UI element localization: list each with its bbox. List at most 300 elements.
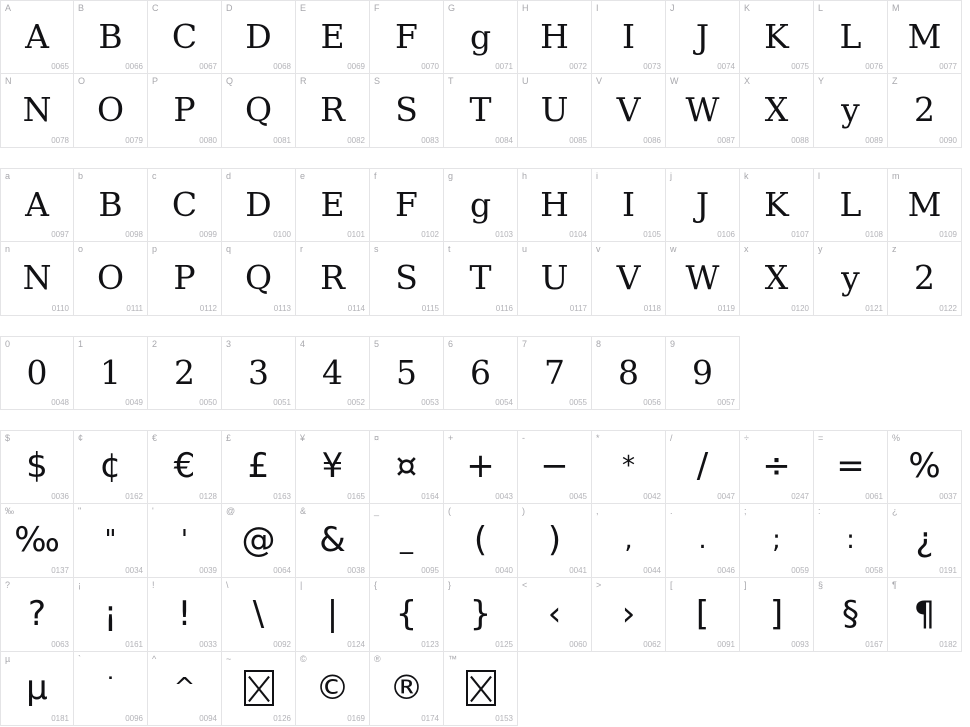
glyph-char-label: 4 <box>300 339 306 349</box>
glyph-code-label: 0066 <box>125 62 143 71</box>
glyph-cell[interactable] <box>296 242 370 316</box>
glyph-cell[interactable] <box>148 504 222 578</box>
notdef-box-icon <box>466 670 496 706</box>
glyph-image: g <box>469 184 492 224</box>
glyph-code-label: 0034 <box>125 566 143 575</box>
glyph-cell[interactable] <box>148 336 222 410</box>
glyph-image: U <box>540 258 569 297</box>
glyph-char-label: " <box>78 506 82 516</box>
glyph-cell[interactable] <box>444 168 518 242</box>
glyph-image: N <box>22 90 52 129</box>
glyph-code-label: 0107 <box>791 230 809 239</box>
glyph-char-label: ~ <box>226 654 232 664</box>
glyph-code-label: 0115 <box>421 304 439 313</box>
glyph-cell[interactable] <box>0 430 74 504</box>
glyph-cell[interactable] <box>518 242 592 316</box>
glyph-cell[interactable] <box>666 168 740 242</box>
glyph-row <box>0 74 970 148</box>
glyph-code-label: 0191 <box>939 566 957 575</box>
glyph-char-label: ! <box>152 580 155 590</box>
glyph-cell[interactable] <box>296 430 370 504</box>
glyph-cell[interactable] <box>148 0 222 74</box>
glyph-cell[interactable] <box>370 336 444 410</box>
glyph-cell[interactable] <box>518 168 592 242</box>
glyph-char-label: : <box>818 506 821 516</box>
glyph-cell[interactable] <box>370 0 444 74</box>
glyph-code-label: 0098 <box>125 230 143 239</box>
glyph-cell[interactable] <box>666 578 740 652</box>
glyph-char-label: ™ <box>448 654 457 664</box>
glyph-cell[interactable] <box>74 652 148 726</box>
glyph-cell[interactable] <box>222 652 296 726</box>
glyph-code-label: 0113 <box>273 304 291 313</box>
glyph-char-label: € <box>152 433 158 443</box>
glyph-char-label: % <box>892 433 901 443</box>
glyph-cell[interactable] <box>814 168 888 242</box>
glyph-cell[interactable] <box>740 168 814 242</box>
glyph-cell[interactable] <box>444 652 518 726</box>
glyph-cell[interactable] <box>222 336 296 410</box>
glyph-image: 5 <box>396 352 417 392</box>
glyph-char-label: u <box>522 244 528 254</box>
glyph-cell[interactable] <box>740 430 814 504</box>
glyph-cell[interactable] <box>740 74 814 148</box>
glyph-code-label: 0169 <box>347 714 365 723</box>
glyph-code-label: 0095 <box>421 566 439 575</box>
glyph-image: K <box>764 184 789 224</box>
glyph-code-label: 0182 <box>939 640 957 649</box>
glyph-cell[interactable] <box>518 504 592 578</box>
glyph-char-label: \ <box>226 580 229 590</box>
glyph-cell[interactable] <box>370 430 444 504</box>
glyph-char-label: F <box>374 3 380 13</box>
glyph-code-label: 0033 <box>199 640 217 649</box>
glyph-code-label: 0045 <box>569 492 587 501</box>
glyph-cell[interactable] <box>0 242 74 316</box>
glyph-char-label: [ <box>670 580 673 590</box>
glyph-image: M <box>907 184 942 224</box>
glyph-code-label: 0122 <box>939 304 957 313</box>
glyph-code-label: 0167 <box>865 640 883 649</box>
glyph-code-label: 0091 <box>717 640 735 649</box>
glyph-code-label: 0067 <box>199 62 217 71</box>
glyph-char-label: t <box>448 244 451 254</box>
glyph-cell[interactable] <box>814 242 888 316</box>
glyph-image: y <box>841 90 860 129</box>
glyph-cell[interactable] <box>148 242 222 316</box>
glyph-image: Q <box>244 90 273 129</box>
glyph-code-label: 0094 <box>199 714 217 723</box>
glyph-char-label: ® <box>374 654 381 664</box>
glyph-cell[interactable] <box>222 242 296 316</box>
glyph-char-label: 1 <box>78 339 84 349</box>
glyph-code-label: 0124 <box>347 640 365 649</box>
glyph-image: F <box>395 16 418 56</box>
glyph-char-label: s <box>374 244 379 254</box>
glyph-char-label: P <box>152 76 159 86</box>
glyph-cell[interactable] <box>444 504 518 578</box>
glyph-image: C <box>171 184 198 224</box>
glyph-char-label: V <box>596 76 603 86</box>
glyph-cell[interactable] <box>888 74 962 148</box>
glyph-char-label: ¶ <box>892 580 897 590</box>
glyph-cell[interactable] <box>814 430 888 504</box>
glyph-cell[interactable] <box>0 652 74 726</box>
glyph-cell[interactable] <box>370 578 444 652</box>
glyph-cell[interactable] <box>0 168 74 242</box>
glyph-image: B <box>98 184 123 224</box>
glyph-char-label: > <box>596 580 602 590</box>
glyph-code-label: 0063 <box>51 640 69 649</box>
glyph-cell[interactable] <box>296 336 370 410</box>
glyph-cell[interactable] <box>888 578 962 652</box>
glyph-char-label: O <box>78 76 86 86</box>
glyph-cell[interactable] <box>518 74 592 148</box>
glyph-char-label: I <box>596 3 599 13</box>
glyph-char-label: h <box>522 171 528 181</box>
glyph-cell[interactable] <box>518 578 592 652</box>
glyph-image: ¥ <box>321 446 344 486</box>
notdef-box-icon <box>244 670 274 706</box>
glyph-cell[interactable] <box>814 578 888 652</box>
glyph-cell[interactable] <box>666 336 740 410</box>
glyph-cell[interactable] <box>518 0 592 74</box>
glyph-char-label: $ <box>5 433 11 443</box>
glyph-code-label: 0125 <box>495 640 513 649</box>
glyph-char-label: 3 <box>226 339 232 349</box>
glyph-image: O <box>96 258 125 297</box>
glyph-block-uppercase <box>0 0 970 148</box>
glyph-cell[interactable] <box>740 504 814 578</box>
glyph-image: ^ <box>173 672 196 703</box>
glyph-image: F <box>395 184 418 224</box>
glyph-cell[interactable] <box>444 336 518 410</box>
glyph-image: X <box>764 258 789 297</box>
glyph-code-label: 0088 <box>791 136 809 145</box>
glyph-cell[interactable] <box>888 0 962 74</box>
glyph-cell[interactable] <box>592 242 666 316</box>
glyph-cell[interactable] <box>222 504 296 578</box>
glyph-code-label: 0120 <box>791 304 809 313</box>
glyph-code-label: 0114 <box>347 304 365 313</box>
glyph-cell[interactable] <box>444 0 518 74</box>
glyph-row <box>0 430 970 504</box>
glyph-cell[interactable] <box>74 336 148 410</box>
glyph-code-label: 0073 <box>643 62 661 71</box>
glyph-char-label: ; <box>744 506 747 516</box>
glyph-cell[interactable] <box>666 504 740 578</box>
glyph-row <box>0 578 970 652</box>
glyph-image: : <box>846 524 855 555</box>
glyph-char-label: k <box>744 171 749 181</box>
glyph-cell[interactable] <box>296 504 370 578</box>
glyph-cell[interactable] <box>222 430 296 504</box>
glyph-cell[interactable] <box>222 168 296 242</box>
glyph-code-label: 0086 <box>643 136 661 145</box>
glyph-cell[interactable] <box>148 652 222 726</box>
glyph-code-label: 0083 <box>421 136 439 145</box>
glyph-cell[interactable] <box>148 578 222 652</box>
glyph-cell[interactable] <box>740 578 814 652</box>
glyph-cell[interactable] <box>592 0 666 74</box>
glyph-cell[interactable] <box>592 336 666 410</box>
glyph-image: ‰ <box>14 519 60 560</box>
glyph-char-label: § <box>818 580 824 590</box>
glyph-block-lowercase <box>0 168 970 316</box>
glyph-image: ) <box>547 519 562 560</box>
glyph-char-label: c <box>152 171 157 181</box>
glyph-char-label: S <box>374 76 381 86</box>
glyph-image: R <box>320 258 345 297</box>
glyph-char-label: ) <box>522 506 525 516</box>
glyph-char-label: _ <box>374 506 380 516</box>
glyph-code-label: 0061 <box>865 492 883 501</box>
glyph-char-label: ¿ <box>892 506 898 516</box>
glyph-image: ÷ <box>762 446 791 486</box>
glyph-cell[interactable] <box>666 242 740 316</box>
glyph-char-label: D <box>226 3 233 13</box>
glyph-cell[interactable] <box>0 504 74 578</box>
glyph-row <box>0 0 970 74</box>
glyph-cell[interactable] <box>222 578 296 652</box>
glyph-char-label: 9 <box>670 339 676 349</box>
glyph-image: › <box>621 593 636 634</box>
glyph-cell[interactable] <box>740 0 814 74</box>
glyph-code-label: 0097 <box>51 230 69 239</box>
glyph-code-label: 0037 <box>939 492 957 501</box>
glyph-char-label: ` <box>78 654 81 664</box>
glyph-cell[interactable] <box>370 168 444 242</box>
glyph-image: y <box>841 258 860 297</box>
glyph-cell[interactable] <box>296 652 370 726</box>
glyph-image: ] <box>769 593 784 634</box>
glyph-image: 3 <box>248 352 269 392</box>
glyph-cell[interactable] <box>148 430 222 504</box>
glyph-cell[interactable] <box>592 504 666 578</box>
glyph-image: } <box>469 593 492 634</box>
glyph-char-label: & <box>300 506 307 516</box>
glyph-image: ' <box>180 524 189 555</box>
glyph-image: 6 <box>470 352 491 392</box>
glyph-image: B <box>98 16 123 56</box>
glyph-cell[interactable] <box>74 168 148 242</box>
glyph-code-label: 0123 <box>421 640 439 649</box>
glyph-cell[interactable] <box>222 0 296 74</box>
glyph-cell[interactable] <box>296 168 370 242</box>
glyph-cell[interactable] <box>592 430 666 504</box>
glyph-cell[interactable] <box>296 578 370 652</box>
glyph-char-label: K <box>744 3 751 13</box>
glyph-char-label: 2 <box>152 339 158 349</box>
glyph-code-label: 0047 <box>717 492 735 501</box>
glyph-cell[interactable] <box>592 578 666 652</box>
glyph-cell[interactable] <box>370 242 444 316</box>
glyph-image: W <box>685 258 720 297</box>
glyph-code-label: 0050 <box>199 398 217 407</box>
glyph-char-label: p <box>152 244 158 254</box>
glyph-code-label: 0070 <box>421 62 439 71</box>
glyph-cell[interactable] <box>814 0 888 74</box>
glyph-cell[interactable] <box>74 504 148 578</box>
glyph-code-label: 0071 <box>495 62 513 71</box>
glyph-cell[interactable] <box>666 0 740 74</box>
glyph-cell[interactable] <box>518 430 592 504</box>
glyph-char-label: X <box>744 76 751 86</box>
glyph-char-label: ¡ <box>78 580 81 590</box>
glyph-char-label: Q <box>226 76 234 86</box>
glyph-char-label: J <box>670 3 675 13</box>
glyph-image: A <box>25 16 49 56</box>
glyph-cell[interactable] <box>222 74 296 148</box>
glyph-char-label: q <box>226 244 232 254</box>
glyph-char-label: 0 <box>5 339 11 349</box>
glyph-code-label: 0080 <box>199 136 217 145</box>
glyph-code-label: 0054 <box>495 398 513 407</box>
glyph-cell[interactable] <box>0 74 74 148</box>
glyph-cell[interactable] <box>888 430 962 504</box>
glyph-cell[interactable] <box>518 336 592 410</box>
glyph-image: D <box>245 184 272 224</box>
glyph-row <box>0 652 970 726</box>
glyph-image: K <box>764 16 789 56</box>
glyph-char-label: a <box>5 171 11 181</box>
glyph-char-label: j <box>670 171 672 181</box>
glyph-char-label: £ <box>226 433 232 443</box>
glyph-cell[interactable] <box>370 504 444 578</box>
glyph-row <box>0 242 970 316</box>
block-separator <box>0 316 970 336</box>
glyph-code-label: 0161 <box>125 640 143 649</box>
glyph-char-label: ¤ <box>374 433 380 443</box>
glyph-code-label: 0104 <box>569 230 587 239</box>
glyph-image: Q <box>244 258 273 297</box>
glyph-code-label: 0039 <box>199 566 217 575</box>
glyph-code-label: 0085 <box>569 136 587 145</box>
glyph-cell[interactable] <box>444 242 518 316</box>
glyph-char-label: C <box>152 3 159 13</box>
glyph-image: − <box>540 446 569 486</box>
glyph-cell[interactable] <box>444 578 518 652</box>
glyph-char-label: m <box>892 171 900 181</box>
block-separator <box>0 410 970 430</box>
glyph-image: S <box>395 258 418 297</box>
glyph-char-label: e <box>300 171 306 181</box>
glyph-cell[interactable] <box>592 74 666 148</box>
glyph-char-label: o <box>78 244 84 254</box>
glyph-cell[interactable] <box>888 504 962 578</box>
glyph-char-label: w <box>670 244 677 254</box>
glyph-image: $ <box>26 446 48 486</box>
glyph-cell[interactable] <box>74 0 148 74</box>
glyph-cell[interactable] <box>666 74 740 148</box>
glyph-code-label: 0078 <box>51 136 69 145</box>
glyph-code-label: 0105 <box>643 230 661 239</box>
glyph-cell[interactable] <box>74 242 148 316</box>
glyph-code-label: 0051 <box>273 398 291 407</box>
glyph-cell[interactable] <box>888 168 962 242</box>
glyph-cell[interactable] <box>592 168 666 242</box>
glyph-image: I <box>621 184 636 224</box>
glyph-image: / <box>696 446 709 486</box>
block-separator <box>0 148 970 168</box>
glyph-char-label: B <box>78 3 85 13</box>
glyph-cell[interactable] <box>148 74 222 148</box>
glyph-image: § <box>842 593 859 634</box>
glyph-image: N <box>22 258 52 297</box>
glyph-char-label: v <box>596 244 601 254</box>
glyph-image: 4 <box>322 352 343 392</box>
glyph-code-label: 0128 <box>199 492 217 501</box>
glyph-code-label: 0165 <box>347 492 365 501</box>
glyph-cell[interactable] <box>814 74 888 148</box>
glyph-image: V <box>616 90 641 129</box>
glyph-cell[interactable] <box>444 430 518 504</box>
glyph-cell[interactable] <box>0 578 74 652</box>
glyph-char-label: - <box>522 433 525 443</box>
glyph-code-label: 0069 <box>347 62 365 71</box>
glyph-block-digits <box>0 336 970 410</box>
glyph-cell[interactable] <box>0 336 74 410</box>
glyph-char-label: l <box>818 171 820 181</box>
glyph-cell[interactable] <box>814 504 888 578</box>
glyph-code-label: 0064 <box>273 566 291 575</box>
glyph-code-label: 0118 <box>643 304 661 313</box>
glyph-image: L <box>839 16 862 56</box>
glyph-char-label: G <box>448 3 456 13</box>
glyph-char-label: H <box>522 3 529 13</box>
glyph-cell[interactable] <box>0 0 74 74</box>
glyph-cell[interactable] <box>740 242 814 316</box>
glyph-row <box>0 168 970 242</box>
glyph-image: [ <box>695 593 710 634</box>
glyph-char-label: A <box>5 3 12 13</box>
glyph-code-label: 0112 <box>199 304 217 313</box>
glyph-cell[interactable] <box>666 430 740 504</box>
glyph-char-label: ‰ <box>5 506 14 516</box>
glyph-cell[interactable] <box>444 74 518 148</box>
glyph-image: 2 <box>174 352 195 392</box>
glyph-code-label: 0096 <box>125 714 143 723</box>
glyph-cell[interactable] <box>74 578 148 652</box>
glyph-cell[interactable] <box>296 74 370 148</box>
glyph-cell[interactable] <box>74 430 148 504</box>
glyph-cell[interactable] <box>888 242 962 316</box>
glyph-char-label: + <box>448 433 454 443</box>
glyph-char-label: b <box>78 171 84 181</box>
glyph-cell[interactable] <box>148 168 222 242</box>
glyph-cell[interactable] <box>296 0 370 74</box>
glyph-cell[interactable] <box>370 74 444 148</box>
glyph-code-label: 0174 <box>421 714 439 723</box>
glyph-code-label: 0093 <box>791 640 809 649</box>
glyph-image: € <box>173 446 196 486</box>
glyph-image: , <box>624 524 633 555</box>
glyph-char-label: Y <box>818 76 825 86</box>
glyph-image: W <box>685 90 720 129</box>
glyph-code-label: 0049 <box>125 398 143 407</box>
glyph-char-label: g <box>448 171 454 181</box>
glyph-image: 8 <box>618 352 639 392</box>
glyph-image: ¶ <box>913 593 936 634</box>
glyph-code-label: 0074 <box>717 62 735 71</box>
glyph-code-label: 0116 <box>495 304 513 313</box>
glyph-code-label: 0092 <box>273 640 291 649</box>
glyph-code-label: 0046 <box>717 566 735 575</box>
glyph-cell[interactable] <box>370 652 444 726</box>
glyph-cell[interactable] <box>74 74 148 148</box>
glyph-char-label: 8 <box>596 339 602 349</box>
glyph-image: O <box>96 90 125 129</box>
